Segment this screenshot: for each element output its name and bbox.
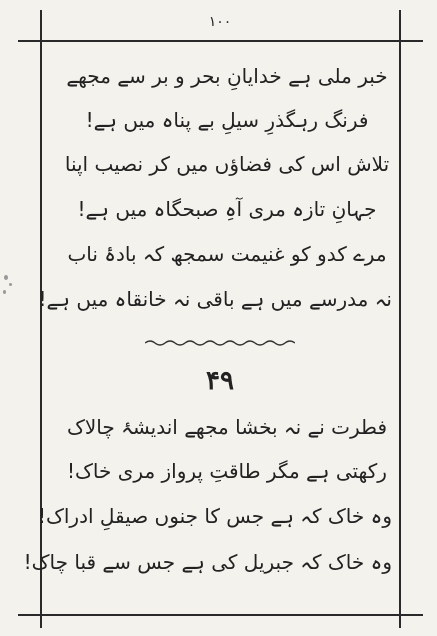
frame-bottom-rule bbox=[18, 614, 423, 616]
section-divider-ornament bbox=[145, 338, 295, 348]
verse-line: مرے کدو کو غنیمت سمجھ کہ بادۂ ناب bbox=[67, 242, 387, 266]
paper-speck bbox=[4, 275, 8, 280]
verse-line: وہ خاک کہ جبریل کی ہے جس سے قبا چاک! bbox=[23, 550, 392, 574]
verse-line: نہ مدرسے میں ہے باقی نہ خانقاہ میں ہے! bbox=[38, 287, 392, 311]
paper-speck bbox=[3, 290, 6, 294]
verse-line: رکھتی ہے مگر طاقتِ پرواز مری خاک! bbox=[67, 459, 387, 483]
paper-speck bbox=[9, 283, 12, 286]
frame-right-rule bbox=[399, 10, 401, 628]
verse-line: تلاش اس کی فضاؤں میں کر نصیب اپنا bbox=[64, 152, 390, 176]
frame-top-rule bbox=[18, 40, 423, 42]
page-number: ۱۰۰ bbox=[208, 14, 232, 30]
frame-left-rule bbox=[40, 10, 42, 628]
verse-line: وہ خاک کہ ہے جس کا جنوں صیقلِ ادراک! bbox=[37, 504, 392, 528]
verse-line: جہانِ تازہ مری آہِ صبحگاہ میں ہے! bbox=[77, 197, 377, 221]
verse-line: فرنگ رہگذرِ سیلِ بے پناہ میں ہے! bbox=[85, 108, 369, 132]
poem-number: ۴۹ bbox=[206, 366, 234, 396]
verse-line: فطرت نے نہ بخشا مجھے اندیشۂ چالاک bbox=[66, 415, 388, 439]
verse-line: خبر ملی ہے خدایانِ بحر و بر سے مجھے bbox=[66, 64, 388, 88]
